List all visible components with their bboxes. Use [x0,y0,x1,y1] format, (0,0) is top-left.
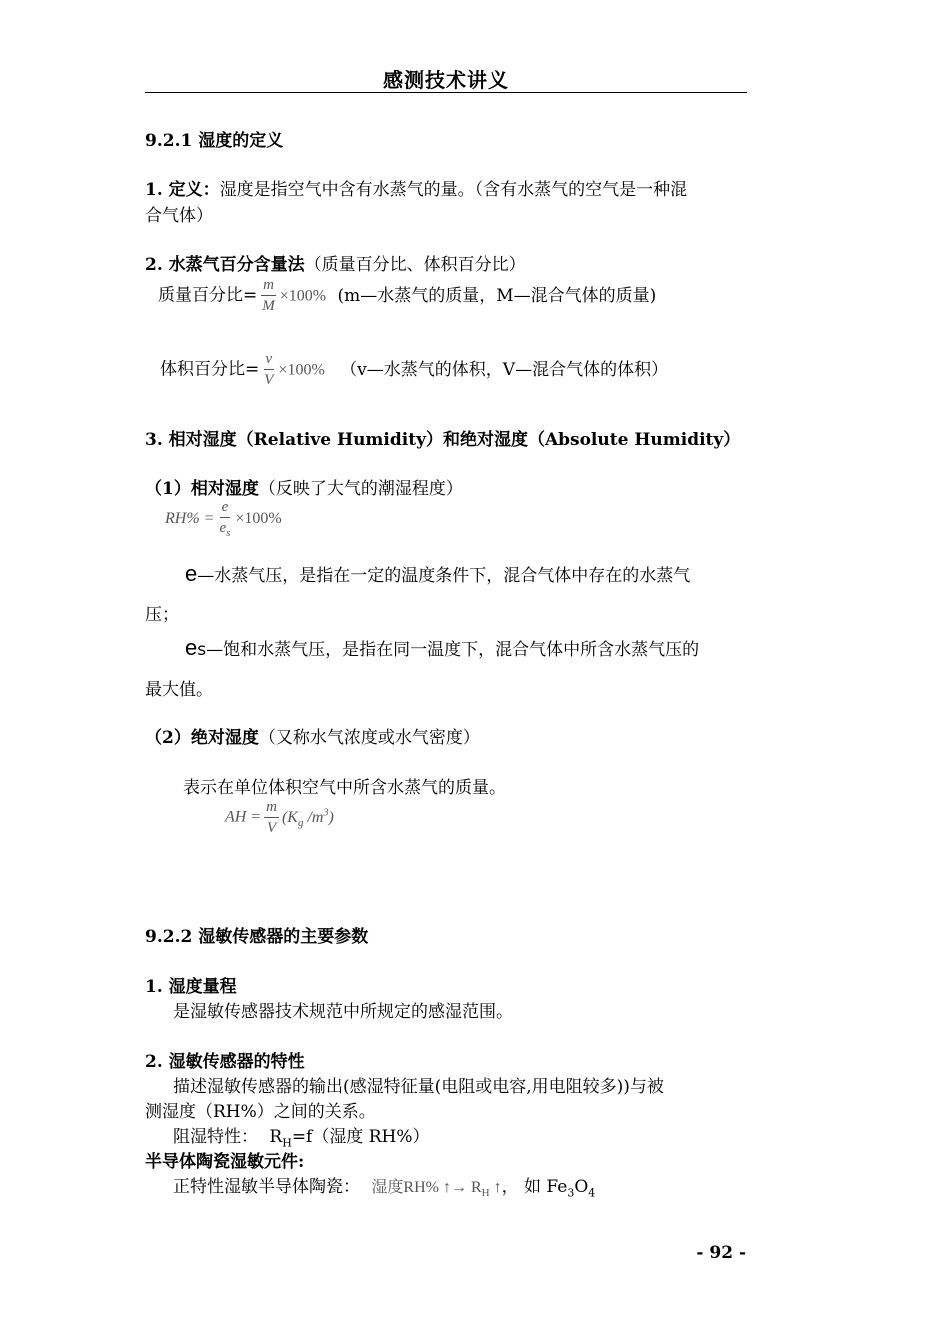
header-title: 感测技术讲义 [383,68,509,92]
rh-denominator [217,518,232,539]
range-description: 是湿敏传感器技术规范中所规定的感湿范围。 [173,1002,513,1022]
characteristic-heading: 2. 湿敏传感器的特性 [145,1052,305,1072]
method-heading [145,250,526,275]
rh-numerator: e [220,500,231,518]
mass-percent: ×100% [279,287,327,305]
resistance-label: 阻湿特性： [173,1127,258,1147]
volume-numerator: v [264,352,275,370]
positive-label: 正特性湿敏半导体陶瓷： [173,1177,360,1197]
ah-heading [145,723,480,748]
rh-label: （1）相对湿度 [145,479,259,499]
ah-formula [225,800,334,836]
rh-den-symbol: e [219,520,227,536]
es-subscript: s [197,640,207,660]
characteristic-line-2: 测湿度（RH%）之间的关系。 [145,1102,376,1122]
mass-denominator: M [262,298,275,314]
e-definition-line-2: 压； [145,605,179,625]
ah-label: （2）绝对湿度 [145,728,259,748]
ah-units [281,807,334,829]
volume-label: 体积百分比= [160,359,260,380]
es-definition-text: —饱和水蒸气压，是指在同一温度下，混合气体中所含水蒸气压的 [206,640,700,660]
positive-formula [371,1179,502,1200]
resistance-r: R [269,1127,283,1147]
mass-percent-line [158,278,656,314]
rh-heading [145,474,463,499]
mass-numerator: m [261,278,276,296]
definition-label: 1. 定义： [145,180,220,200]
rh-ah-heading: 3. 相对湿度（Relative Humidity）和绝对湿度（Absolute Humidity） [145,430,741,450]
positive-example-o: O [574,1177,589,1197]
es-symbol: e [185,635,198,660]
positive-example-sub-3: 3 [567,1186,575,1200]
ceramic-heading: 半导体陶瓷湿敏元件: [145,1152,305,1172]
mass-label: 质量百分比= [158,285,258,306]
es-definition-line-2: 最大值。 [145,680,213,700]
resistance-formula [269,1127,430,1150]
positive-formula-main: 湿度RH% ↑→ R [371,1179,482,1196]
ah-units-m: /m [303,808,324,826]
resistance-rest: =f（湿度 RH%） [291,1127,430,1147]
positive-example-fe: ， 如 Fe [501,1177,568,1197]
rh-fraction [217,500,232,539]
rh-percent: ×100% [235,510,282,528]
positive-ceramic-line [173,1172,595,1199]
positive-example [501,1177,596,1200]
resistance-characteristic-line [173,1122,430,1149]
method-note: （质量百分比、体积百分比） [304,255,526,275]
mass-description: (m—水蒸气的质量，M—混合气体的质量) [337,285,657,306]
definition-text: 湿度是指空气中含有水蒸气的量。（含有水蒸气的空气是一种混 [219,180,688,200]
volume-percent: ×100% [278,361,325,379]
rh-formula-left: RH% = [165,510,215,528]
resistance-subscript: H [282,1136,292,1150]
positive-example-sub-4: 4 [588,1186,596,1200]
ah-note: （又称水气浓度或水气密度） [258,728,480,748]
volume-description: （v—水蒸气的体积，V—混合气体的体积） [340,359,669,380]
ah-units-close: ) [328,808,334,826]
range-heading: 1. 湿度量程 [145,977,237,997]
ah-description: 表示在单位体积空气中所含水蒸气的质量。 [183,778,506,798]
method-label: 2. 水蒸气百分含量法 [145,255,305,275]
rh-formula [165,500,282,539]
ah-units-exponent: 3 [323,807,329,819]
section-9-2-2-title: 9.2.2 湿敏传感器的主要参数 [145,927,369,947]
e-definition-line-1 [185,561,690,587]
volume-denominator: V [264,372,274,388]
section-9-2-1-title: 9.2.1 湿度的定义 [145,131,284,151]
ah-denominator: V [266,820,277,836]
es-definition-line-1 [185,635,699,661]
ah-units-k: (K [281,808,298,826]
e-definition-text: —水蒸气压，是指在一定的温度条件下，混合气体中存在的水蒸气 [197,566,691,586]
header-divider [145,92,747,93]
rh-note: （反映了大气的潮湿程度） [258,479,463,499]
volume-percent-line [160,352,668,388]
mass-fraction [260,278,277,314]
positive-formula-subscript: H [481,1187,490,1200]
rh-den-subscript: s [226,527,231,539]
ah-formula-left: AH = [225,808,262,826]
ah-fraction [264,800,279,836]
definition-line-2: 合气体） [145,206,213,226]
definition-line-1 [145,175,687,200]
e-symbol: e [185,561,198,586]
characteristic-line-1: 描述湿敏传感器的输出(感湿特征量(电阻或电容,用电阻较多))与被 [173,1077,664,1097]
ah-numerator: m [264,800,279,818]
positive-formula-arrow: ↑ [489,1179,502,1196]
page-number: - 92 - [696,1243,746,1263]
ah-units-g: g [297,816,304,829]
volume-fraction [262,352,275,388]
